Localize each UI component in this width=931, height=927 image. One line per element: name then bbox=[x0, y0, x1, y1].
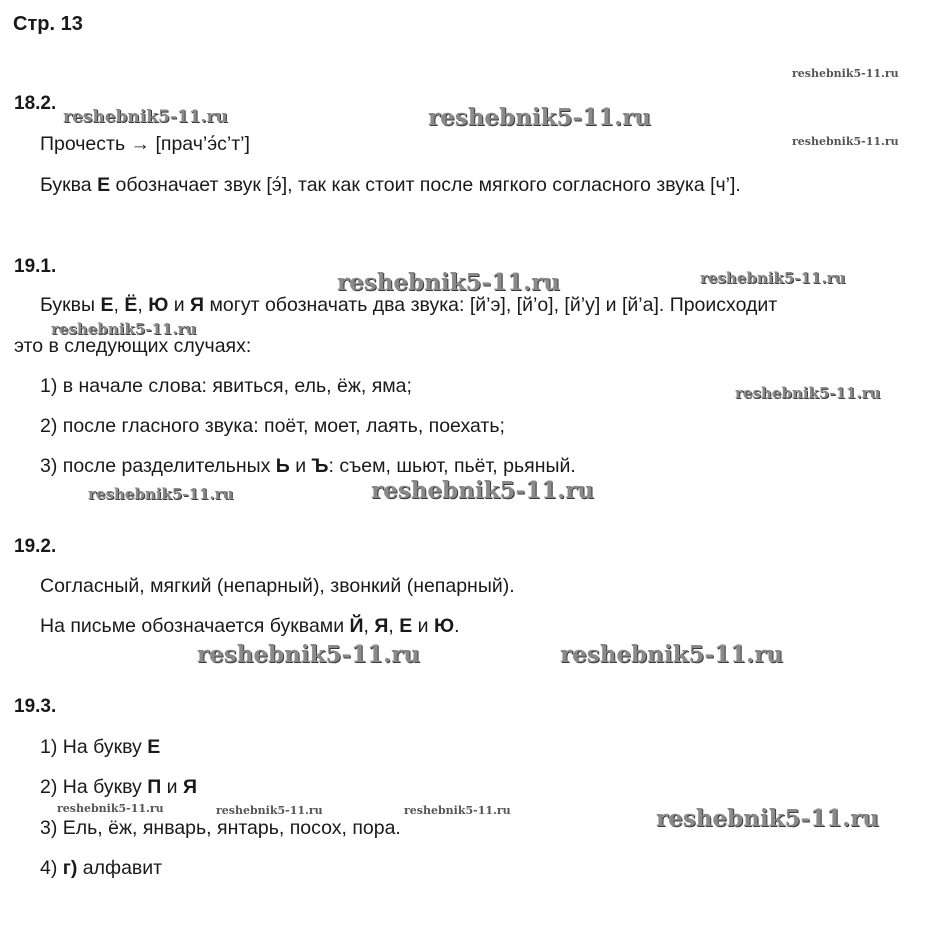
watermark: reshebnik5-11.ru bbox=[404, 804, 511, 817]
section-number-19-1: 19.1. bbox=[14, 256, 57, 277]
watermark: reshebnik5-11.ru bbox=[560, 641, 783, 668]
bold-letter: Ю bbox=[433, 615, 455, 637]
section-18-2-line-1 bbox=[40, 133, 250, 156]
watermark: reshebnik5-11.ru bbox=[428, 104, 651, 131]
watermark: reshebnik5-11.ru bbox=[792, 67, 899, 80]
bold-letter: г) bbox=[62, 857, 78, 879]
bold-letter: Ь bbox=[275, 455, 290, 477]
watermark: reshebnik5-11.ru bbox=[735, 384, 881, 402]
text: 4) bbox=[40, 857, 63, 879]
section-19-2-line-1: Согласный, мягкий (непарный), звонкий (непарный). bbox=[40, 575, 515, 597]
watermark: reshebnik5-11.ru bbox=[337, 269, 560, 296]
section-19-1-line-4: 2) после гласного звука: поёт, моет, лаять, поехать; bbox=[40, 415, 505, 437]
text: . bbox=[454, 615, 460, 637]
watermark: reshebnik5-11.ru bbox=[63, 107, 228, 127]
bold-letter: Ъ bbox=[311, 455, 329, 477]
text: Буква bbox=[40, 174, 98, 196]
text: 2) На букву bbox=[40, 776, 148, 798]
text: На письме обозначается буквами bbox=[40, 615, 350, 637]
arrow-icon: → bbox=[130, 133, 151, 155]
section-19-3-line-4 bbox=[40, 857, 162, 880]
text: и bbox=[289, 455, 312, 477]
section-18-2-line-2 bbox=[40, 174, 741, 197]
text: 3) после разделительных bbox=[40, 455, 276, 477]
text: алфавит bbox=[77, 857, 163, 879]
section-number-18-2: 18.2. bbox=[14, 93, 57, 114]
transcription: [прач’э́с’т’] bbox=[155, 133, 250, 155]
text: Прочесть bbox=[40, 133, 126, 155]
section-19-1-line-1 bbox=[40, 294, 777, 317]
bold-letter: Й bbox=[349, 615, 364, 637]
watermark: reshebnik5-11.ru bbox=[57, 802, 164, 815]
text: , bbox=[363, 615, 375, 637]
section-19-3-line-3: 3) Ель, ёж, январь, янтарь, посох, пора. bbox=[40, 817, 401, 839]
text: , bbox=[137, 294, 149, 316]
watermark: reshebnik5-11.ru bbox=[700, 269, 846, 287]
text: и bbox=[412, 615, 434, 637]
text: , bbox=[113, 294, 125, 316]
bold-letter: Е bbox=[97, 174, 111, 196]
bold-letter: Ё bbox=[124, 294, 138, 316]
section-number-19-3: 19.3. bbox=[14, 696, 57, 717]
watermark: reshebnik5-11.ru bbox=[197, 641, 420, 668]
section-19-2-line-2 bbox=[40, 615, 460, 638]
bold-letter: Е bbox=[399, 615, 413, 637]
watermark: reshebnik5-11.ru bbox=[792, 135, 899, 148]
bold-letter: Е bbox=[147, 736, 161, 758]
bold-letter: П bbox=[147, 776, 162, 798]
page-heading: Стр. 13 bbox=[13, 13, 83, 35]
watermark: reshebnik5-11.ru bbox=[371, 477, 594, 504]
text: 1) На букву bbox=[40, 736, 148, 758]
section-19-1-line-5 bbox=[40, 455, 576, 478]
text: , bbox=[388, 615, 400, 637]
bold-letter: Е bbox=[100, 294, 114, 316]
text: : съем, шьют, пьёт, рьяный. bbox=[328, 455, 576, 477]
watermark: reshebnik5-11.ru bbox=[216, 804, 323, 817]
bold-letter: Я bbox=[182, 776, 197, 798]
section-19-1-line-2: это в следующих случаях: bbox=[14, 335, 252, 357]
section-19-1-line-3: 1) в начале слова: явиться, ель, ёж, яма; bbox=[40, 375, 412, 397]
section-number-19-2: 19.2. bbox=[14, 536, 57, 557]
text: обозначает звук [э́], так как стоит после мягкого согласного звука [ч’]. bbox=[110, 174, 741, 196]
watermark: reshebnik5-11.ru bbox=[51, 320, 197, 338]
text: и bbox=[161, 776, 183, 798]
text: Буквы bbox=[40, 294, 101, 316]
text: могут обозначать два звука: [й’э], [й’о], [й’у] и [й’а]. Происходит bbox=[204, 294, 778, 316]
watermark: reshebnik5-11.ru bbox=[656, 805, 879, 832]
text: и bbox=[168, 294, 191, 316]
section-19-3-line-2 bbox=[40, 776, 197, 799]
watermark: reshebnik5-11.ru bbox=[88, 485, 234, 503]
bold-letter: Ю bbox=[148, 294, 169, 316]
bold-letter: Я bbox=[190, 294, 205, 316]
bold-letter: Я bbox=[374, 615, 389, 637]
section-19-3-line-1 bbox=[40, 736, 160, 759]
